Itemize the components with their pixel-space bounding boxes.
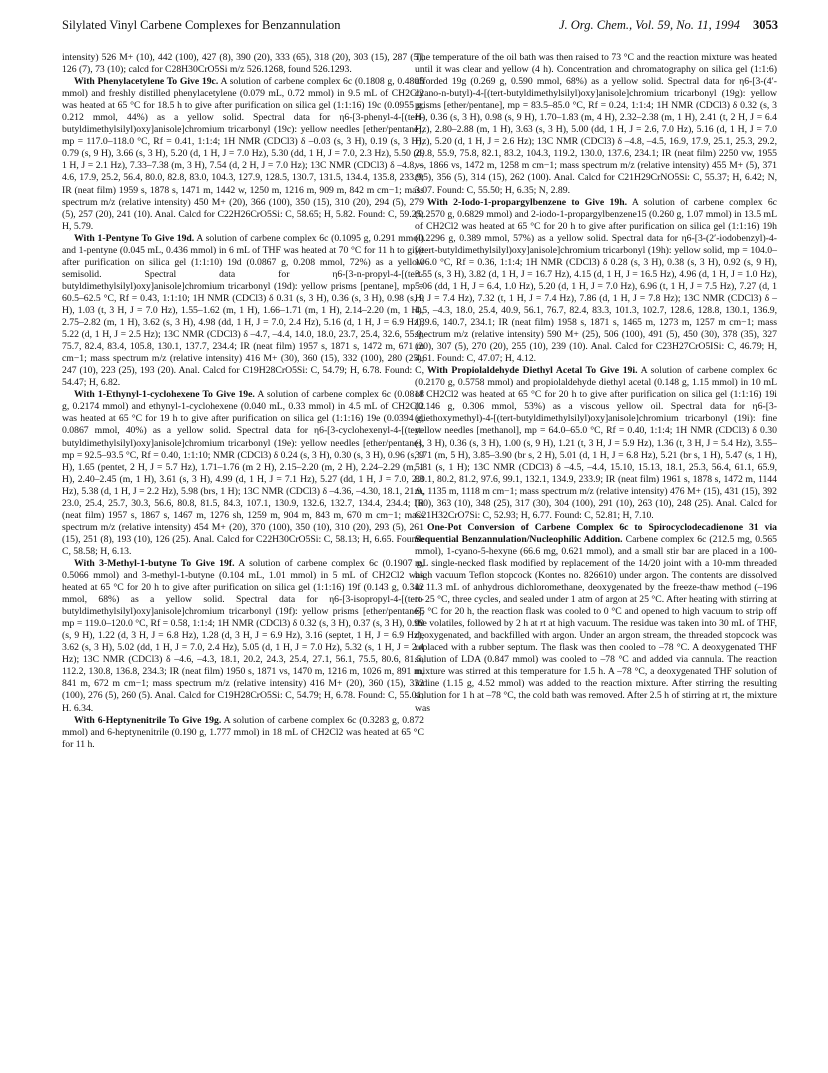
paragraph-heading: With 3-Methyl-1-butyne To Give 19f. xyxy=(74,557,235,569)
journal-citation xyxy=(559,18,778,33)
paragraph-heading: With 1-Ethynyl-1-cyclohexene To Give 19e. xyxy=(74,389,255,401)
paragraph xyxy=(62,52,424,76)
paragraph-text: A solution of carbene complex 6c (0.2570 g, 0.6829 mmol) and 2-iodo-1-propargylbenzene15 (0.260 g, 1.07 mmol) in 13.5 mL of CH2Cl2 was heated at 65 °C for 20 h to give after purification on silica gel (1:1:16) 19h (0.2296 g, 0.389 mmol, 57%) as a yellow solid. Spectral data for η6-[3-(2′-iodobenzyl)-4-[(tert-butyldimethylsilyl)oxy]anisole]chromium tricarbonyl (19h): yellow solid, mp = 104.0–106.0 °C, Rf = 0.36, 1:1:4; 1H NMR (CDCl3) δ 0.28 (s, 3 H), 0.38 (s, 3 H), 0.92 (s, 9 H), 3.55 (s, 3 H), 3.82 (d, 1 H, J = 16.7 Hz), 4.15 (d, 1 H, J = 16.5 Hz), 4.96 (d, 1 H, J = 1.0 Hz), 5.06 (dd, 1 H, J = 6.4, 1.0 Hz), 5.20 (d, 1 H, J = 7.0 Hz), 6.96 (t, 1 H, J = 7.5 Hz), 7.27 (d, 1 H, J = 7.4 Hz), 7.32 (t, 1 H, J = 7.4 Hz), 7.86 (d, 1 H, J = 7.8 Hz); 13C NMR (CDCl3) δ –4.5, –4.3, 18.0, 25.4, 40.9, 56.1, 76.7, 82.4, 83.3, 101.3, 102.7, 128.6, 128.8, 130.1, 136.9, 139.6, 140.7, 234.1; IR (neat film) 1958 s, 1871 s, 1465 m, 1273 m, 1257 m cm−1; mass spectrum m/z (relative intensity) 590 M+ (25), 506 (100), 491 (5), 450 (30), 378 (35), 327 (20), 307 (5), 270 (20), 255 (10), 239 (10). Anal. Calcd for C23H27CrO5ISi: C, 46.79; H, 4.61. Found: C, 47.07; H, 4.12. xyxy=(415,196,777,365)
left-column xyxy=(62,52,424,751)
paragraph-text: A solution of carbene complex 6c (0.0818 g, 0.2174 mmol) and ethynyl-1-cyclohexene (0.040 mL, 0.33 mmol) in 4.5 mL of CH2Cl2 was heated at 65 °C for 19 h to give after purification on silica gel (1:1:16) 19e (0.0394 g, 0.0867 mmol, 40%) as a yellow solid. Spectral data for η6-[3-cyclohexenyl-4-[(tert-butyldimethylsilyl)oxy]anisole]chromium tricarbonyl (19e): yellow needles [ether/pentane], mp = 92.5–93.5 °C, Rf = 0.40, 1:1:10; NMR (CDCl3) δ 0.24 (s, 3 H), 0.30 (s, 3 H), 0.96 (s, 9 H), 1.65 (pentet, 2 H, J = 5.7 Hz), 1.71–1.76 (m 2 H), 2.15–2.20 (m, 2 H), 2.24–2.29 (m, 1 H), 2.40–2.45 (m, 1 H), 3.61 (s, 3 H), 4.99 (d, 1 H, J = 7.1 Hz), 5.27 (dd, 1 H, J = 7.0, 2.3 Hz), 5.38 (d, 1 H, J = 2.2 Hz), 5.98 (brs, 1 H); 13C NMR (CDCl3) δ –4.36, –4.30, 18.1, 21.9, 23.0, 25.4, 25.7, 30.3, 56.6, 80.8, 81.5, 84.3, 107.1, 130.9, 132.6, 132.7, 134.4, 234.4; IR (neat film) 1957 s, 1867 s, 1467 m, 1276 sh, 1259 m, 904 m, 843 m, 670 m cm−1; mass spectrum m/z (relative intensity) 454 M+ (20), 370 (100), 350 (10), 310 (20), 293 (5), 261 (15), 251 (8), 193 (10), 126 (25). Anal. Calcd for C22H30CrO5Si: C, 58.13; H, 6.65. Found: C, 58.58; H, 6.13. xyxy=(62,389,425,557)
paragraph-heading: With 2-Iodo-1-propargylbenzene to Give 19h. xyxy=(427,196,628,208)
paragraph xyxy=(415,365,777,522)
paragraph-text: Carbene complex 6c (212.5 mg, 0.565 mmol), 1-cyano-5-hexyne (66.6 mg, 0.621 mmol), and a small stir bar are placed in a 100-mL single-necked flask modified by replacement of the 14/20 joint with a 10-mm threaded high vacuum Teflon stopcock (Kontes no. 826610) under argon. The contents are dissolved in 11.3 mL of anhydrous dichloromethane, deoxygenated by the freeze-thaw method (–196 to 25 °C, three cycles, and sealed under 1 atm of argon at 25 °C. After heating with stirring at 65 °C for 20 h, the reaction flask was cooled to 0 °C and opened to high vacuum to strip off the volatiles, followed by 2 h at rt at high vacuum. The residue was taken into 30 mL of THF, deoxygenated, and backfilled with argon. Under an argon stream, the threaded stopcock was replaced with a rubber septum. The flask was then cooled to –78 °C. A deoxygenated THF solution of LDA (0.847 mmol) was cooled to –78 °C and added via cannula. The reaction mixture was stirred at this temperature for 1.5 h. A –78 °C, a deoxygenated THF solution of iodine (1.15 g, 4.52 mmol) was added to the reaction mixture. After stirring the resulting solution for 1 h at –78 °C, the cold bath was removed. After 2.5 h of stirring at rt, the mixture was xyxy=(415,533,777,714)
paragraph xyxy=(62,389,424,558)
paragraph xyxy=(415,522,777,715)
page-number: 3053 xyxy=(753,18,778,32)
paragraph-text: A solution of carbene complex 6c (0.1095 g, 0.291 mmol) and 1-pentyne (0.045 mL, 0.436 mmol) in 6 mL of THF was heated at 70 °C for 11 h to give after purification on silica gel (1:1:10) 19d (0.0867 g, 0.208 mmol, 72%) as a yellow semisolid. Spectral data for η6-[3-n-propyl-4-[(tert-butyldimethylsilyl)oxy]anisole]chromium tricarbonyl (19d): yellow prisms [pentane], mp = 60.5–62.5 °C, Rf = 0.43, 1:1:10; 1H NMR (CDCl3) δ 0.31 (s, 3 H), 0.36 (s, 3 H), 0.98 (s, 9 H), 1.03 (t, 3 H, J = 7.0 Hz), 1.55–1.62 (m, 1 H), 1.66–1.71 (m, 1 H), 2.14–2.20 (m, 1 H), 2.75–2.82 (m, 1 H), 3.62 (s, 3 H), 4.98 (dd, 1 H, J = 7.0, 2.4 Hz), 5.16 (d, 1 H, J = 6.9 Hz), 5.22 (d, 1 H, J = 2.5 Hz); 13C NMR (CDCl3) δ –4.7, –4.4, 14.0, 18.0, 23.7, 25.4, 32.6, 55.9, 75.7, 82.4, 83.4, 105.8, 130.1, 137.7, 234.4; IR (neat film) 1957 s, 1871 s, 1472 m, 671 m cm−1; mass spectrum m/z (relative intensity) 416 M+ (30), 360 (15), 332 (100), 280 (25), 247 (10), 223 (25), 193 (20). Anal. Calcd for C19H28CrO5Si: C, 54.79; H, 6.78. Found: C, 54.47; H, 6.82. xyxy=(62,232,425,389)
paragraph-text: intensity) 526 M+ (10), 442 (100), 427 (8), 390 (20), 333 (65), 318 (20), 303 (15), 287 (5), 126 (7), 73 (10); calcd for C28H30CrO5Si m/z 526.1268, found 526.1293. xyxy=(62,52,424,76)
paragraph-heading: With Phenylacetylene To Give 19c. xyxy=(74,76,219,88)
paragraph-text: The temperature of the oil bath was then raised to 73 °C and the reaction mixture was heated until it was clear and yellow (4 h). Concentration and chromatography on silica gel (1:1:6) afforded 19g (0.269 g, 0.590 mmol, 68%) as a yellow solid. Spectral data for η6-[3-(4′-cyano-n-butyl)-4-[(tert-butyldimethylsilyl)oxy]anisole]chromium tricarbonyl (19g): yellow prisms [ether/pentane], mp = 83.5–85.0 °C, Rf = 0.24, 1:1:4; 1H NMR (CDCl3) δ 0.32 (s, 3 H), 0.36 (s, 3 H), 0.98 (s, 9 H), 1.70–1.83 (m, 4 H), 2.32–2.38 (m, 1 H), 2.41 (t, 2 H, J = 6.4 Hz), 2.80–2.88 (m, 1 H), 3.63 (s, 3 H), 5.00 (dd, 1 H, J = 2.6, 7.0 Hz), 5.16 (d, 1 H, J = 7.0 Hz), 5.20 (d, 1 H, J = 2.6 Hz); 13C NMR (CDCl3) δ –4.8, –4.5, 16.9, 17.9, 25.1, 25.3, 29.2, 29.8, 55.9, 75.8, 82.1, 83.2, 104.3, 119.2, 130.0, 137.6, 234.1; IR (neat film) 2250 vw, 1955 vs, 1866 vs, 1472 m, 1258 m cm−1; mass spectrum m/z (relative intensity) 455 M+ (5), 371 (95), 356 (5), 314 (15), 262 (100). Anal. Calcd for C21H29CrNO5Si: C, 55.37; H, 6.42; N, 3.07. Found: C, 55.50; H, 6.35; N, 2.89. xyxy=(415,52,777,196)
running-title: Silylated Vinyl Carbene Complexes for Benzannulation xyxy=(62,18,341,32)
paragraph-heading: One-Pot Conversion of Carbene Complex 6c to Spirocyclodecadienone 31 via Sequential Benzannulation/Nucleophilic Addition. xyxy=(415,521,777,545)
running-header xyxy=(62,18,778,38)
paragraph-heading: With 6-Heptynenitrile To Give 19g. xyxy=(74,714,222,726)
volume-issue-year: Vol. 59, No. 11, 1994 xyxy=(635,18,740,32)
journal-name: J. Org. Chem., xyxy=(558,18,633,32)
paragraph-text: A solution of carbene complex 6c (0.3283 g, 0.872 mmol) and 6-heptynenitrile (0.190 g, 1.777 mmol) in 18 mL of CH2Cl2 was heated at 65 °C for 11 h. xyxy=(62,714,425,750)
paragraph-heading: With Propiolaldehyde Diethyl Acetal To Give 19i. xyxy=(427,365,638,377)
paragraph-text: A solution of carbene complex 6c (0.1808 g, 0.4805 mmol) and freshly distilled phenylacetylene (0.079 mL, 0.72 mmol) in 9.5 mL of CH2Cl2 was heated at 65 °C for 18.5 h to give after purification on silica gel (1:1:16) 19c (0.0955 g, 0.212 mmol, 44%) as a yellow solid. Spectral data for η6-[3-phenyl-4-[(tert-butyldimethylsilyl)oxy]anisole]chromium tricarbonyl (19c): yellow needles [ether/pentane], mp = 117.0–118.0 °C, Rf = 0.41, 1:1:4; 1H NMR (CDCl3) δ –0.03 (s, 3 H), 0.19 (s, 3 H), 0.79 (s, 9 H), 3.66 (s, 3 H), 5.20 (d, 1 H, J = 7.0 Hz), 5.30 (dd, 1 H, J = 7.0, 2.3 Hz), 5.50 (d, 1 H, J = 2.1 Hz), 7.33–7.38 (m, 3 H), 7.54 (d, 2 H, J = 7.0 Hz); 13C NMR (CDCl3) δ –4.8, –4.6, 17.9, 25.2, 56.4, 80.0, 82.8, 83.0, 104.3, 127.9, 128.5, 130.7, 131.5, 134.4, 135.8, 233.9; IR (neat film) 1959 s, 1878 s, 1471 m, 1442 w, 1250 m, 1216 m, 909 m, 842 m cm−1; mass spectrum m/z (relative intensity) 450 M+ (20), 366 (100), 350 (15), 310 (20), 294 (5), 279 (5), 257 (20), 241 (10). Anal. Calcd for C22H26CrO5Si: C, 58.65; H, 5.82. Found: C, 59.25; H, 5.79. xyxy=(62,76,425,232)
paragraph xyxy=(62,233,424,390)
paragraph xyxy=(415,52,777,197)
paragraph-heading: With 1-Pentyne To Give 19d. xyxy=(74,232,195,244)
paragraph-text: A solution of carbene complex 6c (0.1907 g, 0.5066 mmol) and 3-methyl-1-butyne (0.104 mL, 1.01 mmol) in 5 mL of CH2Cl2 was heated at 65 °C for 20 h to give after purification on silica gel (1:1:16) 19f (0.143 g, 0.342 mmol, 68%) as a yellow solid. Spectral data for η6-[3-isopropyl-4-[(tert-butyldimethylsilyl)oxy]anisole]chromium tricarbonyl (19f): yellow prisms [ether/pentane], mp = 119.0–120.0 °C, Rf = 0.58, 1:1:4; 1H NMR (CDCl3) δ 0.32 (s, 3 H), 0.37 (s, 3 H), 0.99 (s, 9 H), 1.22 (d, 3 H, J = 6.8 Hz), 1.28 (d, 3 H, J = 6.9 Hz), 3.16 (septet, 1 H, J = 6.9 Hz), 3.62 (s, 3 H), 5.02 (dd, 1 H, J = 7.0, 2.4 Hz), 5.05 (d, 1 H, J = 7.0 Hz), 5.32 (s, 1 H, J = 2.4 Hz); 13C NMR (CDCl3) δ –4.6, –4.3, 18.1, 20.2, 24.3, 25.4, 27.1, 56.1, 75.5, 80.6, 81.5, 112.2, 130.8, 136.8, 234.3; IR (neat film) 1950 s, 1871 vs, 1470 m, 1216 m, 1026 m, 891 m, 841 m, 672 m cm−1; mass spectrum m/z (relative intensity) 416 M+ (20), 360 (15), 332 (100), 276 (5), 260 (5). Anal. Calcd for C19H28CrO5Si: C, 54.79; H, 6.78. Found: C, 55.01; H. 6.34. xyxy=(62,557,424,714)
paragraph-text: A solution of carbene complex 6c (0.2170 g, 0.5758 mmol) and propiolaldehyde diethyl acetal (0.148 g, 1.15 mmol) in 10 mL of CH2Cl2 was heated at 65 °C for 20 h to give after purification on silica gel (1:1:16) 19i (0.146 g, 0.306 mmol, 53%) as a viscous yellow oil. Spectral data for η6-[3-(diethoxymethyl)-4-[(tert-butyldimethylsilyl)oxy]anisole]chromium tricarbonyl (19i): fine yellow needles [methanol], mp = 64.0–65.0 °C, Rf = 0.40, 1:1:4; 1H NMR (CDCl3) δ 0.30 (s, 3 H), 0.36 (s, 3 H), 1.00 (s, 9 H), 1.21 (t, 3 H, J = 5.9 Hz), 1.36 (t, 3 H, J = 5.4 Hz), 3.55–3.71 (m, 5 H), 3.85–3.90 (br s, 2 H), 5.01 (d, 1 H, J = 6.8 Hz), 5.21 (br s, 1 H), 5.47 (s, 1 H), 5.81 (s, 1 H); 13C NMR (CDCl3) δ –4.5, –4.4, 15.10, 15.13, 18.1, 25.3, 56.4, 61.1, 65.9, 80.1, 80.2, 81.2, 97.6, 99.1, 132.1, 134.9, 233.9; IR (neat film) 1961 s, 1878 s, 1472 m, 1144 m, 1135 m, 1118 m cm−1; mass spectrum m/z (relative intensity) 476 M+ (15), 431 (15), 392 (60), 363 (10), 348 (25), 317 (30), 304 (100), 291 (10), 263 (10), 248 (25). Anal. Calcd for C21H32CrO7Si: C, 52.93; H, 6.77. Found: C, 52.81; H, 7.10. xyxy=(415,365,777,521)
paragraph xyxy=(62,715,424,751)
paragraph xyxy=(62,558,424,715)
paragraph xyxy=(415,197,777,366)
paragraph xyxy=(62,76,424,233)
right-column xyxy=(415,52,777,715)
